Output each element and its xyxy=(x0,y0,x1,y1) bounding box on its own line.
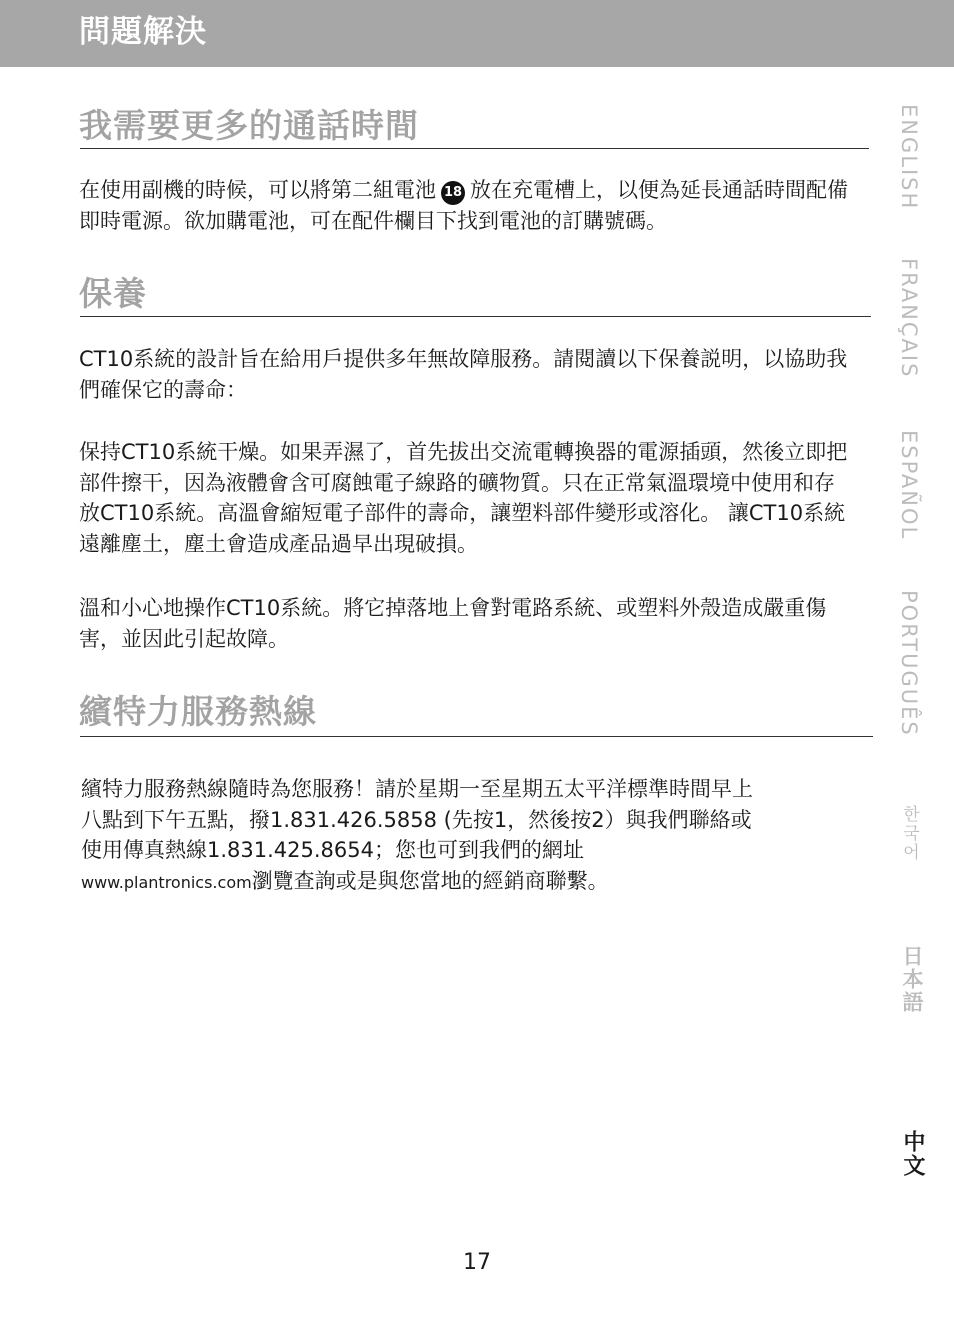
talk-time-paragraph xyxy=(79,175,849,236)
section-divider xyxy=(80,316,871,317)
section-divider xyxy=(80,148,869,149)
care-intro-paragraph: CT10系統的設計旨在給用戶提供多年無故障服務。請閱讀以下保養説明，以協助我們確保它的壽命： xyxy=(79,347,848,402)
text-segment: 繽特力服務熱線隨時為您服務！請於星期一至星期五太平洋標準時間早上八點到下午五點，撥1.831.426.5858 (先按1，然後按2）與我們聯絡或使用傳真熱線1.831.425.8654；您也可到我們的網址 xyxy=(81,777,753,862)
section-heading-talk-time: 我需要更多的通話時間 xyxy=(79,106,419,145)
text-segment: 瀏覽查詢或是與您當地的經銷商聯繫。 xyxy=(251,868,609,893)
hotline-paragraph xyxy=(81,774,771,898)
page-header-title: 問題解決 xyxy=(79,14,207,50)
language-tab-spanish[interactable]: ESPAÑOL xyxy=(897,430,921,541)
language-tab-portuguese[interactable]: PORTUGUÊS xyxy=(897,590,921,737)
care-dry-paragraph: 保持CT10系統干燥。如果弄濕了，首先拔出交流電轉換器的電源插頭，然後立即把部件擦干，因為液體會含可腐蝕電子線路的礦物質。只在正常氣溫環境中使用和存放CT10系統。高溫會縮短電子部件的壽命，讓塑料部件變形或溶化。 讓CT10系統遠離塵土，塵土會造成產品過早出現破損。 xyxy=(79,440,848,556)
item-18-marker-icon: 18 xyxy=(441,181,465,205)
section-divider xyxy=(80,736,873,737)
language-tab-korean[interactable]: 한국어 xyxy=(899,805,919,862)
plantronics-website-link[interactable]: www.plantronics.com xyxy=(81,872,252,892)
language-tab-english[interactable]: ENGLISH xyxy=(897,104,921,211)
text-segment: 在使用副機的時候，可以將第二組電池 xyxy=(79,178,436,202)
page-number: 17 xyxy=(463,1250,491,1275)
language-tab-japanese[interactable]: 日本語 xyxy=(900,945,924,1014)
language-tab-french[interactable]: FRANÇAIS xyxy=(897,258,921,379)
language-tab-chinese[interactable]: 中文 xyxy=(900,1130,925,1178)
text-segment: 放在充電槽上，以便為延長通話時間配備即時電源。欲加購電池，可在配件欄目下找到電池的訂購號碼。 xyxy=(79,178,848,233)
section-heading-care: 保養 xyxy=(79,274,147,313)
section-heading-hotline: 繽特力服務熱線 xyxy=(79,692,317,731)
care-handling-paragraph: 溫和小心地操作CT10系統。將它掉落地上會對電路系統、或塑料外殼造成嚴重傷害，並因此引起故障。 xyxy=(79,596,827,651)
